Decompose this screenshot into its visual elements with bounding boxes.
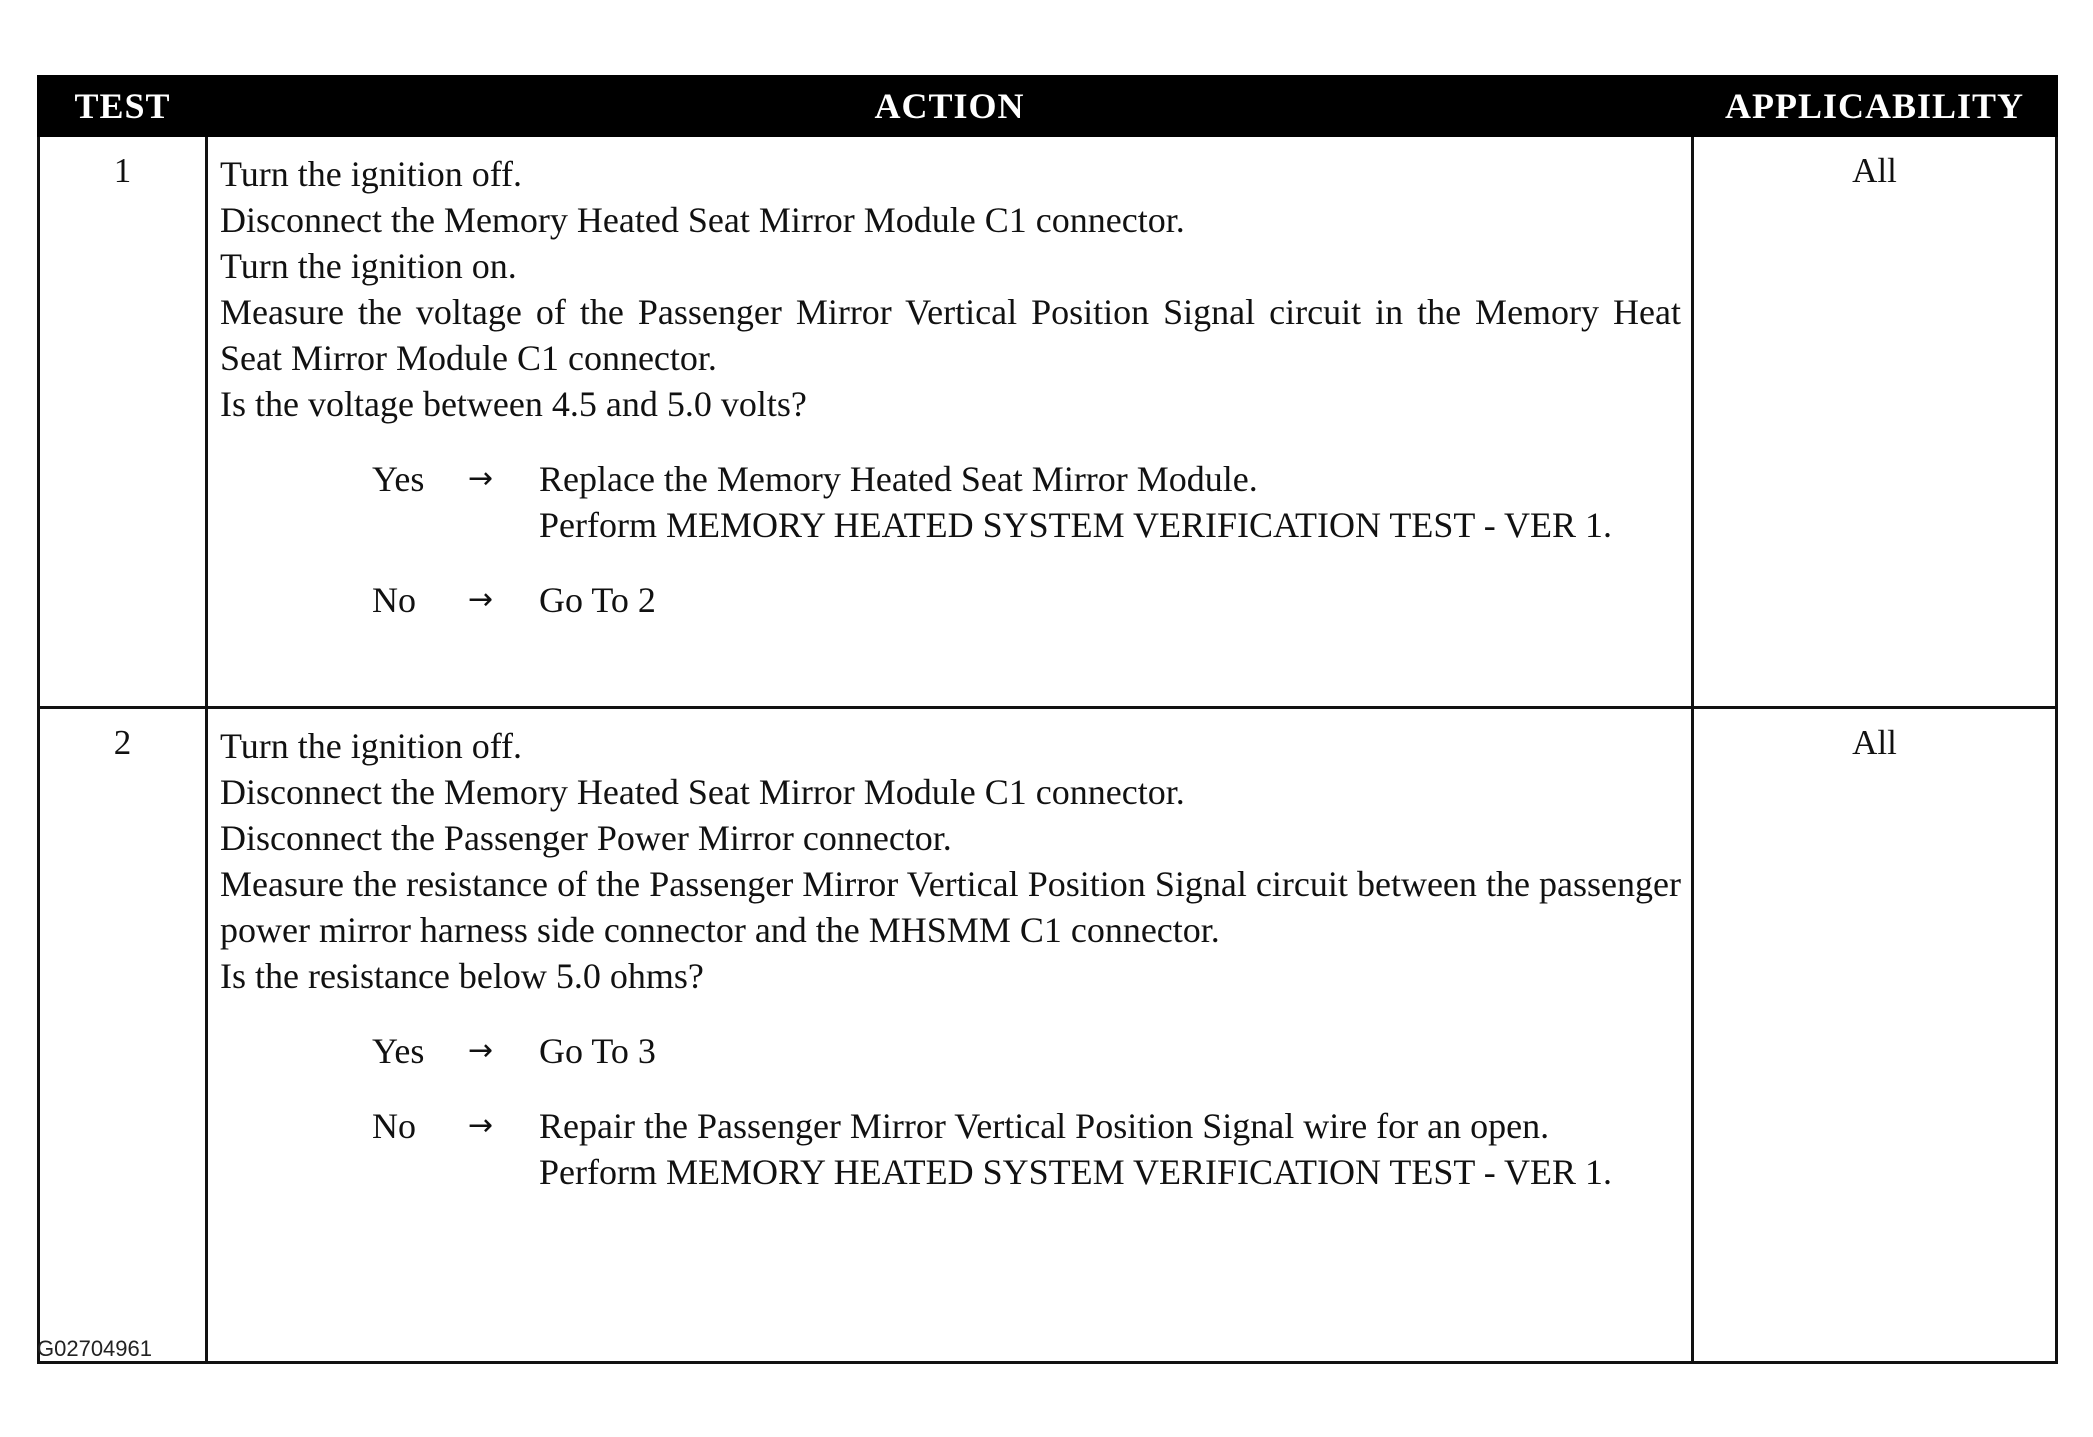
applicability-value: All — [1693, 136, 2057, 708]
outcome-line: Go To 3 — [539, 1031, 656, 1071]
outcome-label: Yes — [372, 1031, 425, 1071]
table-row — [39, 136, 2057, 708]
right-arrow-icon: → — [468, 1033, 494, 1068]
action-step: Disconnect the Memory Heated Seat Mirror Module C1 connector. — [220, 772, 1185, 812]
outcome-body — [539, 1028, 1681, 1074]
outcome-line: Replace the Memory Heated Seat Mirror Module. — [539, 459, 1258, 499]
header-action: ACTION — [207, 77, 1693, 136]
outcome-no — [220, 1103, 1681, 1195]
applicability-value: All — [1693, 708, 2057, 1363]
header-applicability: APPLICABILITY — [1693, 77, 2057, 136]
action-step: Disconnect the Memory Heated Seat Mirror Module C1 connector. — [220, 200, 1185, 240]
table-header-row — [39, 77, 2057, 136]
outcome-line: Perform MEMORY HEATED SYSTEM VERIFICATION TEST - VER 1. — [539, 1152, 1613, 1192]
outcome-label: Yes — [372, 459, 425, 499]
outcome-body — [539, 456, 1681, 548]
outcome-label: No — [372, 1106, 416, 1146]
right-arrow-icon: → — [468, 461, 494, 496]
outcome-body — [539, 1103, 1681, 1195]
figure-code: G02704961 — [37, 1336, 152, 1361]
header-test: TEST — [39, 77, 207, 136]
right-arrow-icon: → — [468, 582, 494, 617]
action-step: Is the resistance below 5.0 ohms? — [220, 956, 704, 996]
action-step: Measure the resistance of the Passenger Mirror Vertical Position Signal circuit between the passenger power mirror harness side connector and the MHSMM C1 connector. — [220, 864, 1681, 950]
action-step: Turn the ignition on. — [220, 246, 517, 286]
action-step: Disconnect the Passenger Power Mirror connector. — [220, 818, 952, 858]
outcome-body — [539, 577, 1681, 623]
action-step: Is the voltage between 4.5 and 5.0 volts? — [220, 384, 807, 424]
right-arrow-icon: → — [468, 1108, 494, 1143]
outcome-yes — [220, 456, 1681, 548]
outcome-no — [220, 577, 1681, 623]
outcome-line: Go To 2 — [539, 580, 656, 620]
action-step: Turn the ignition off. — [220, 154, 523, 194]
test-number: 2 — [39, 708, 207, 1363]
action-cell — [207, 708, 1693, 1363]
test-number: 1 — [39, 136, 207, 708]
diagnostic-test-table — [37, 75, 2058, 1364]
action-step: Measure the voltage of the Passenger Mirror Vertical Position Signal circuit in the Memory Heat Seat Mirror Module C1 connector. — [220, 292, 1681, 378]
outcome-yes — [220, 1028, 1681, 1074]
outcome-label: No — [372, 580, 416, 620]
outcome-line: Repair the Passenger Mirror Vertical Position Signal wire for an open. — [539, 1106, 1550, 1146]
outcome-line: Perform MEMORY HEATED SYSTEM VERIFICATION TEST - VER 1. — [539, 505, 1613, 545]
action-cell — [207, 136, 1693, 708]
action-step: Turn the ignition off. — [220, 726, 523, 766]
table-row — [39, 708, 2057, 1363]
